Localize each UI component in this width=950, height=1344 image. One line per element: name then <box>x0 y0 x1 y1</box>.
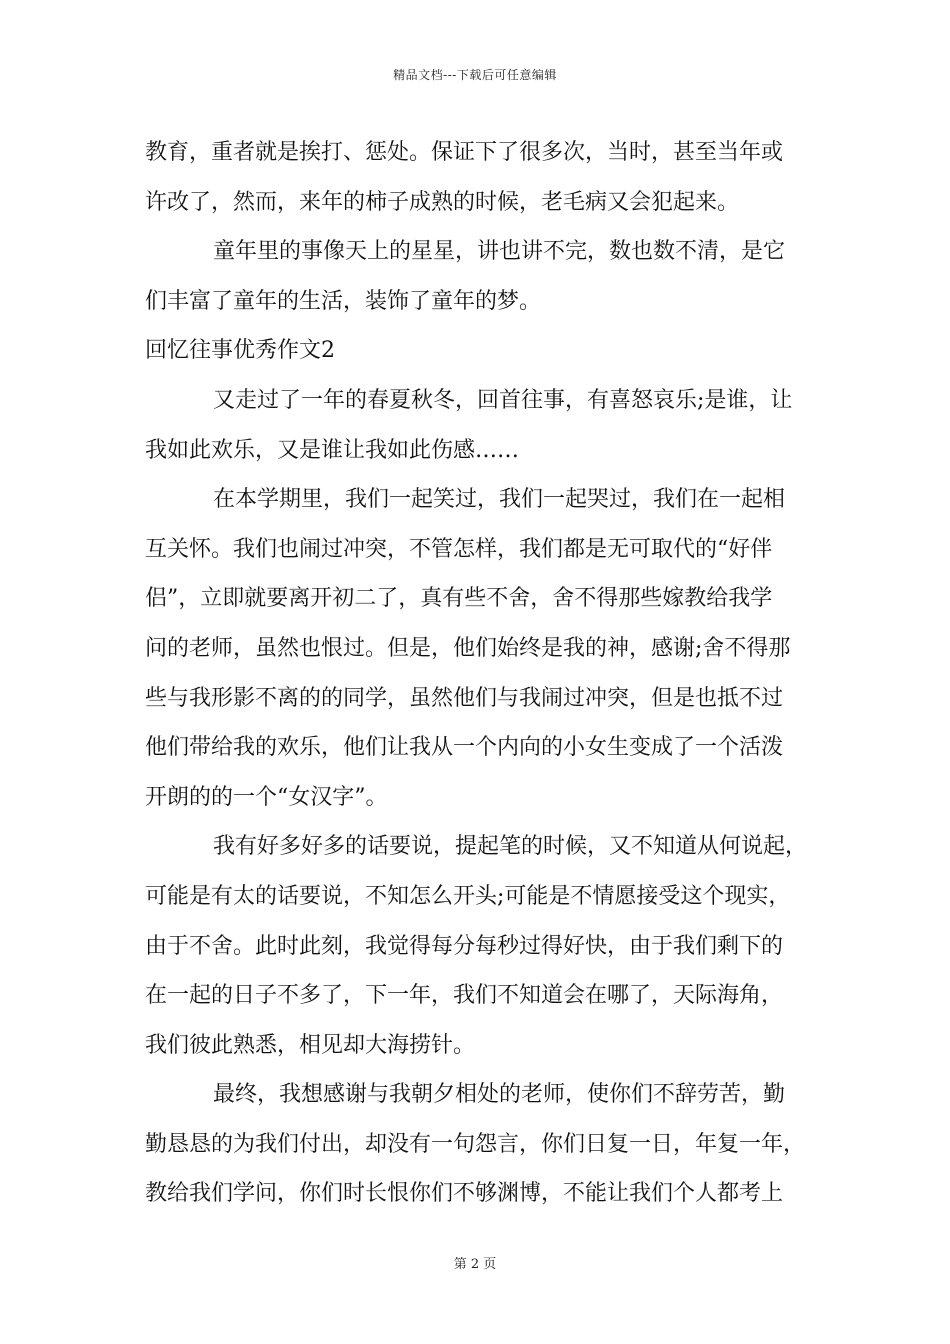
text-line: 童年里的事像天上的星星，讲也讲不完，数也数不清，是它 <box>213 239 786 265</box>
document-body <box>145 128 813 1219</box>
text-line: 他们带给我的欢乐，他们让我从一个内向的小女生变成了一个活泼 <box>145 735 784 761</box>
text-line: 可能是有太的话要说，不知怎么开头;可能是不情愿接受这个现实， <box>145 883 791 909</box>
text-line: 由于不舍。此时此刻，我觉得每分每秒过得好快，由于我们剩下的 <box>145 933 784 959</box>
text-line: 我有好多好多的话要说，提起笔的时候，又不知道从何说起， <box>213 834 808 860</box>
text-line: 教育，重者就是挨打、惩处。保证下了很多次，当时，甚至当年或 <box>145 140 784 165</box>
page-number: 第 2 页 <box>453 1257 497 1272</box>
text-line: 许改了，然而，来年的柿子成熟的时候，老毛病又会犯起来。 <box>145 189 740 215</box>
section-title: 回忆往事优秀作文2 <box>145 338 335 364</box>
text-line: 在一起的日子不多了，下一年，我们不知道会在哪了，天际海角， <box>145 983 784 1009</box>
text-line: 开朗的的一个“女汉字”。 <box>145 784 388 810</box>
text-line: 互关怀。我们也闹过冲突，不管怎样，我们都是无可取代的“好伴 <box>145 536 773 562</box>
text-line: 们丰富了童年的生活，装饰了童年的梦。 <box>145 288 542 314</box>
text-line: 侣”，立即就要离开初二了，真有些不舍，舍不得那些嫁教给我学 <box>145 586 773 612</box>
text-line: 我们彼此熟悉，相见却大海捞针。 <box>145 1032 476 1058</box>
text-line: 教给我们学问，你们时长恨你们不够渊博，不能让我们个人都考上 <box>145 1181 784 1207</box>
text-line: 些与我形影不离的的同学，虽然他们与我闹过冲突，但是也抵不过 <box>145 685 784 711</box>
text-line: 又走过了一年的春夏秋冬，回首往事，有喜怒哀乐;是谁，让 <box>213 387 793 413</box>
text-line: 我如此欢乐，又是谁让我如此伤感…… <box>145 437 520 463</box>
text-line: 勤恳恳的为我们付出，却没有一句怨言，你们日复一日，年复一年， <box>145 1131 806 1157</box>
text-line: 最终，我想感谢与我朝夕相处的老师，使你们不辞劳苦，勤 <box>213 1082 786 1108</box>
text-line: 在本学期里，我们一起笑过，我们一起哭过，我们在一起相 <box>213 487 786 513</box>
text-line: 问的老师，虽然也恨过。但是，他们始终是我的神，感谢;舍不得那 <box>145 635 791 661</box>
page-header: 精品文档---下载后可任意编辑 <box>393 68 557 82</box>
